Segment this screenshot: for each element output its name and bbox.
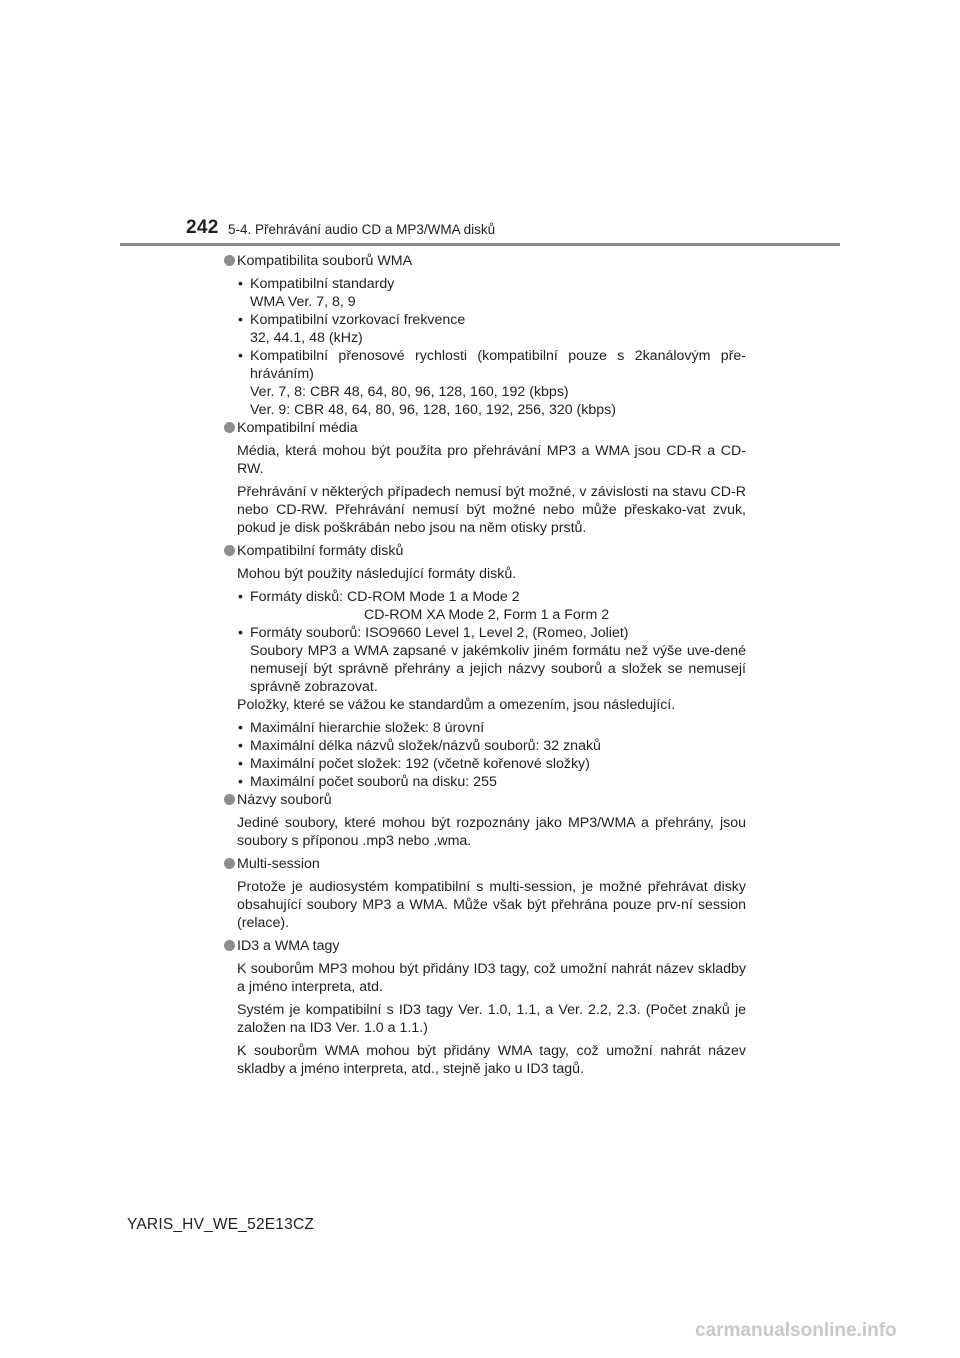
heading-text: ID3 a WMA tagy — [237, 938, 340, 954]
bullet-dot-icon — [224, 422, 235, 433]
section-file-names — [224, 791, 746, 850]
section-heading — [224, 419, 746, 437]
bullet-dot-icon — [224, 858, 235, 869]
section-heading — [224, 855, 746, 873]
paragraph: Mohou být použity následující formáty disků. — [237, 566, 517, 582]
bullet-dot-icon — [224, 255, 235, 266]
paragraph: K souborům WMA mohou být přidány WMA tagy, což umožní nahrát název skladby a jméno interpreta, atd., stejně jako u ID3 tagů. — [237, 1043, 746, 1077]
item-detail: Ver. 7, 8: CBR 48, 64, 80, 96, 128, 160, 192 (kbps) — [250, 384, 569, 400]
list-item — [237, 275, 746, 311]
section-heading — [224, 252, 746, 270]
paragraph: K souborům MP3 mohou být přidány ID3 tagy, což umožní nahrát název skladby a jméno interpreta, atd. — [237, 961, 746, 995]
heading-text: Názvy souborů — [237, 792, 332, 808]
format-list — [237, 588, 746, 696]
item-detail: 32, 44.1, 48 (kHz) — [250, 330, 363, 346]
paragraph: Přehrávání v některých případech nemusí být možné, v závislosti na stavu CD-R nebo CD-RW. Přehrávání nemusí být možné nebo může přeskako-vat zvuk, pokud je disk poškrábán nebo jsou na něm otisky prstů. — [237, 484, 746, 536]
paragraph: Položky, které se vážou ke standardům a omezením, jsou následující. — [237, 697, 676, 713]
heading-text: Multi-session — [237, 856, 320, 872]
list-item: • Maximální hierarchie složek: 8 úrovní — [237, 719, 746, 737]
section-heading — [224, 791, 746, 809]
paragraph: Jediné soubory, které mohou být rozpoznány jako MP3/WMA a přehrány, jsou soubory s příponou .mp3 nebo .wma. — [237, 815, 746, 849]
page-content — [224, 252, 746, 1083]
heading-text: Kompatibilní formáty disků — [237, 543, 404, 559]
item-detail: WMA Ver. 7, 8, 9 — [250, 294, 356, 310]
list-item — [237, 588, 746, 624]
paragraph: Média, která mohou být použita pro přehrávání MP3 a WMA jsou CD-R a CD-RW. — [237, 443, 746, 477]
heading-text: Kompatibilní média — [237, 420, 358, 436]
list-item — [237, 311, 746, 347]
bullet-dot-icon — [224, 794, 235, 805]
section-id3-wma-tags — [224, 937, 746, 1078]
item-label: • Kompatibilní vzorkovací frekvence — [250, 312, 466, 328]
limits-list — [237, 719, 746, 791]
list-item — [237, 624, 746, 696]
header-divider — [120, 243, 840, 246]
wma-spec-list — [237, 275, 746, 419]
document-code: YARIS_HV_WE_52E13CZ — [127, 1216, 315, 1233]
disk-format-line: CD-ROM XA Mode 2, Form 1 a Form 2 — [364, 607, 610, 623]
file-format-text: • Formáty souborů: ISO9660 Level 1, Level 2, (Romeo, Joliet) — [250, 625, 629, 641]
section-wma-compatibility — [224, 252, 746, 419]
heading-text: Kompatibilita souborů WMA — [237, 253, 413, 269]
bullet-dot-icon — [224, 940, 235, 951]
bullet-dot-icon — [224, 545, 235, 556]
section-multi-session — [224, 855, 746, 932]
list-item: • Maximální počet souborů na disku: 255 — [237, 773, 746, 791]
watermark: carmanualsonline.info — [695, 1320, 897, 1341]
file-format-note: Soubory MP3 a WMA zapsané v jakémkoliv jiném formátu než výše uve-dené nemusejí být správně přehrány a jejich názvy souborů a složek se nemusejí správně zobrazovat. — [250, 643, 746, 695]
list-item — [237, 347, 746, 419]
section-compatible-media — [224, 419, 746, 537]
page-header — [0, 0, 960, 260]
item-label: • Kompatibilní standardy — [250, 276, 395, 292]
paragraph: Systém je kompatibilní s ID3 tagy Ver. 1.0, 1.1, a Ver. 2.2, 2.3. (Počet znaků je založen na ID3 Ver. 1.0 a 1.1.) — [237, 1002, 746, 1036]
section-disk-formats — [224, 542, 746, 791]
item-label: • Kompatibilní přenosové rychlosti (kompatibilní pouze s 2kanálovým pře-hráváním) — [250, 348, 746, 382]
disk-format-label: Formáty disků: — [250, 589, 344, 605]
section-title: 5-4. Přehrávání audio CD a MP3/WMA disků — [228, 222, 496, 237]
section-heading — [224, 937, 746, 955]
disk-format-line: CD-ROM Mode 1 a Mode 2 — [346, 589, 520, 605]
list-item: • Maximální délka názvů složek/názvů souborů: 32 znaků — [237, 737, 746, 755]
item-detail: Ver. 9: CBR 48, 64, 80, 96, 128, 160, 192, 256, 320 (kbps) — [250, 402, 616, 418]
section-heading — [224, 542, 746, 560]
paragraph: Protože je audiosystém kompatibilní s multi-session, je možné přehrávat disky obsahující soubory MP3 a WMA. Může však být přehrána pouze prv-ní session (relace). — [237, 879, 746, 931]
page-number: 242 — [186, 217, 219, 238]
list-item: • Maximální počet složek: 192 (včetně kořenové složky) — [237, 755, 746, 773]
